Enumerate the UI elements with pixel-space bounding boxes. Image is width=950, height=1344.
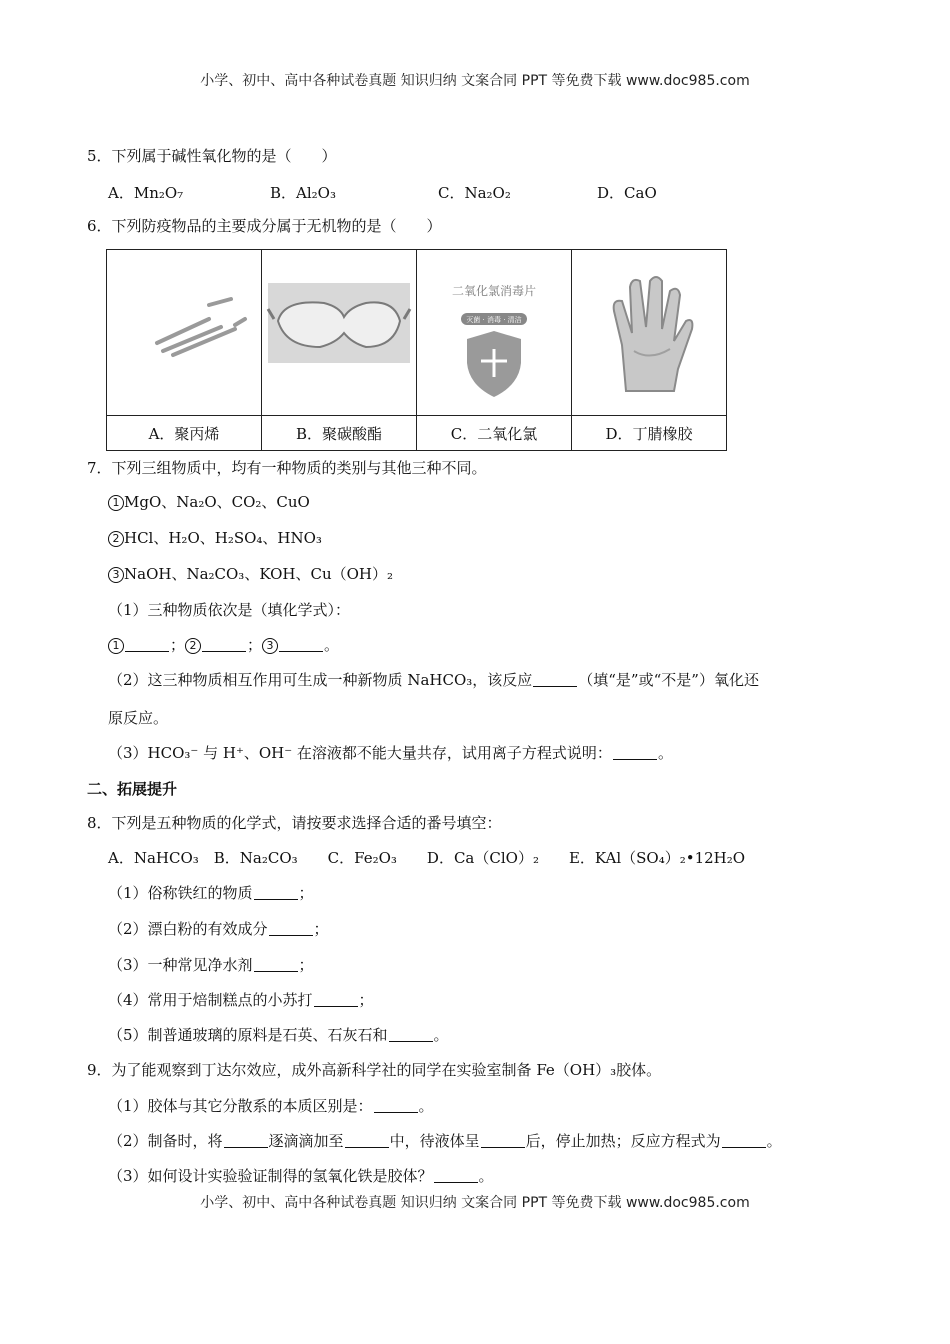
q9-part-3: （3）如何设计实验验证制得的氢氧化铁是胶体？ 。 (108, 1167, 494, 1185)
q9-part-2: （2）制备时，将 逐滴滴加至 中，待液体呈 后，停止加热；反应方程式为 。 (108, 1132, 782, 1150)
page-header: 小学、初中、高中各种试卷真题 知识归纳 文案合同 PPT 等免费下载 www.doc985.com (200, 73, 750, 89)
q6-stem: 6．下列防疫物品的主要成分属于无机物的是（ ） (87, 217, 442, 235)
q5-option-c: C．Na₂O₂ (438, 184, 511, 202)
q6-caption-d: D．丁腈橡胶 (572, 416, 727, 451)
answer-blank[interactable] (125, 637, 169, 652)
tablet-box-label: 二氧化氯消毒片 (451, 283, 537, 298)
q6-image-table (106, 249, 727, 451)
answer-blank[interactable] (533, 672, 577, 687)
q7-part-1-blanks: 1 ； 2 ； 3 。 (108, 635, 339, 655)
answer-blank[interactable] (314, 992, 358, 1007)
polypropylene-strips-image (109, 251, 259, 411)
answer-blank[interactable] (481, 1133, 525, 1148)
q8-part-3: （3）一种常见净水剂 ； (108, 956, 314, 974)
q7-part-2-cont: 原反应。 (108, 709, 169, 727)
answer-blank[interactable] (254, 957, 298, 972)
q5-option-d: D．CaO (597, 184, 657, 202)
answer-blank[interactable] (269, 921, 313, 936)
answer-blank[interactable] (224, 1133, 268, 1148)
q6-image-d (572, 250, 727, 416)
answer-blank[interactable] (202, 637, 246, 652)
answer-blank[interactable] (345, 1133, 389, 1148)
answer-blank[interactable] (613, 745, 657, 760)
q6-image-a (107, 250, 262, 416)
page-footer: 小学、初中、高中各种试卷真题 知识归纳 文案合同 PPT 等免费下载 www.doc985.com (200, 1195, 750, 1211)
answer-blank[interactable] (389, 1027, 433, 1042)
nitrile-glove-image (574, 251, 724, 411)
section-title: 二、拓展提升 (87, 780, 178, 798)
q6-caption-c: C．二氧化氯 (417, 416, 572, 451)
q7-part-3: （3）HCO₃⁻ 与 H⁺、OH⁻ 在溶液都不能大量共存，试用离子方程式说明： 。 (108, 744, 673, 762)
q6-caption-b: B．聚碳酸酯 (262, 416, 417, 451)
q8-part-2: （2）漂白粉的有效成分 ； (108, 920, 329, 938)
answer-blank[interactable] (279, 637, 323, 652)
answer-blank[interactable] (254, 885, 298, 900)
q7-group-3: 3 NaOH、Na₂CO₃、KOH、Cu（OH）₂ (108, 564, 393, 584)
answer-blank[interactable] (374, 1098, 418, 1113)
q8-stem: 8．下列是五种物质的化学式，请按要求选择合适的番号填空： (87, 814, 502, 832)
q6-image-b (262, 250, 417, 416)
q7-part-1: （1）三种物质依次是（填化学式）： (108, 601, 351, 619)
q8-options: A．NaHCO₃ B．Na₂CO₃ C．Fe₂O₃ D．Ca（ClO）₂ E．KAl（SO₄）₂•12H₂O (108, 849, 746, 867)
answer-blank[interactable] (722, 1133, 766, 1148)
safety-goggles-image (264, 251, 414, 411)
q7-group-2: 2 HCl、H₂O、H₂SO₄、HNO₃ (108, 528, 322, 548)
q7-group-1: 1 MgO、Na₂O、CO₂、CuO (108, 492, 310, 512)
q6-image-c (417, 250, 572, 416)
q8-part-1: （1）俗称铁红的物质 ； (108, 884, 314, 902)
q9-stem: 9．为了能观察到丁达尔效应，成外高新科学社的同学在实验室制备 Fe（OH）₃胶体。 (87, 1061, 662, 1079)
q5-option-b: B．Al₂O₃ (270, 184, 336, 202)
q7-part-2: （2）这三种物质相互作用可生成一种新物质 NaHCO₃，该反应 （填“是”或“不是”）氧化还 (108, 671, 759, 689)
chlorine-dioxide-tablet-image (419, 251, 569, 411)
q5-option-a: A．Mn₂O₇ (108, 184, 184, 202)
q5-stem: 5．下列属于碱性氧化物的是（ ） (87, 147, 337, 165)
q7-stem: 7．下列三组物质中，均有一种物质的类别与其他三种不同。 (87, 459, 487, 477)
tablet-box-sublabel: 灭菌 · 消毒 · 清洁 (466, 315, 522, 324)
q9-part-1: （1）胶体与其它分散系的本质区别是： 。 (108, 1097, 434, 1115)
q8-part-4: （4）常用于焙制糕点的小苏打 ； (108, 991, 374, 1009)
q6-caption-a: A．聚丙烯 (107, 416, 262, 451)
answer-blank[interactable] (434, 1168, 478, 1183)
q8-part-5: （5）制普通玻璃的原料是石英、石灰石和 。 (108, 1026, 449, 1044)
